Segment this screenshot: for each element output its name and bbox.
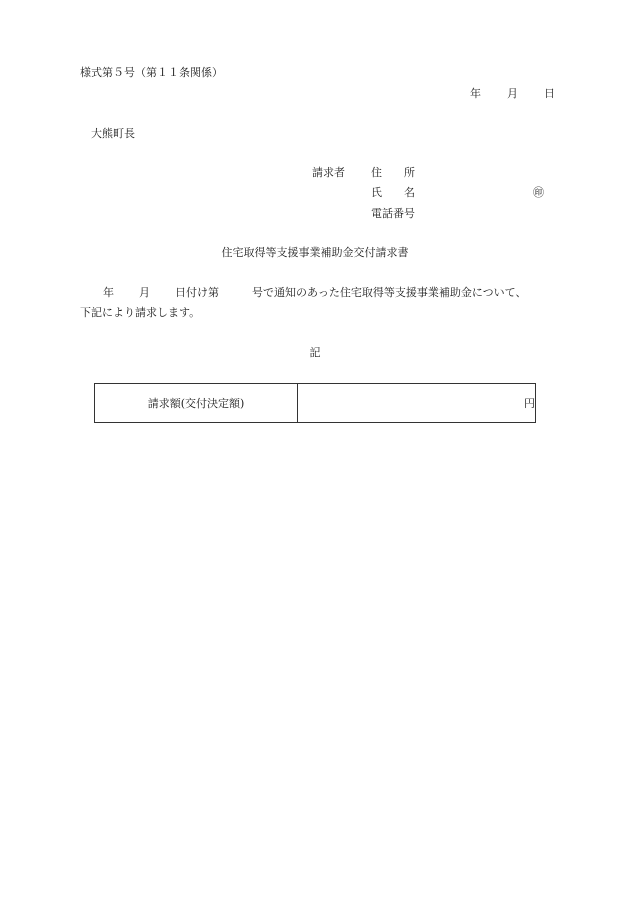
ki-heading: 記 xyxy=(309,346,321,359)
body-line-2: 下記により請求します。 xyxy=(80,306,201,319)
date-day: 日 xyxy=(544,87,555,100)
yen-unit: 円 xyxy=(524,397,535,410)
form-number: 様式第５号（第１１条関係） xyxy=(80,66,223,79)
address-label: 住 所 xyxy=(371,166,415,179)
body-line-1 xyxy=(103,286,526,300)
body-year: 年 xyxy=(103,286,114,299)
body-dated-no: 日付け第 xyxy=(175,286,219,299)
body-line-1-rest: 号で通知のあった住宅取得等支援事業補助金について、 xyxy=(252,286,527,299)
seal-icon: ㊞ xyxy=(533,186,544,199)
date-month: 月 xyxy=(507,87,518,100)
name-label: 氏 名 xyxy=(371,186,415,199)
claim-table xyxy=(94,383,536,423)
phone-label: 電話番号 xyxy=(371,207,415,220)
claim-amount-field[interactable] xyxy=(298,384,536,423)
date-year: 年 xyxy=(470,87,481,100)
body-month: 月 xyxy=(139,286,150,299)
requester-label: 請求者 xyxy=(312,166,345,179)
addressee: 大熊町長 xyxy=(91,127,135,140)
document-title: 住宅取得等支援事業補助金交付請求書 xyxy=(221,246,409,259)
claim-amount-label: 請求額(交付決定額) xyxy=(95,384,298,423)
date-line xyxy=(470,87,555,101)
claim-row xyxy=(95,384,536,423)
